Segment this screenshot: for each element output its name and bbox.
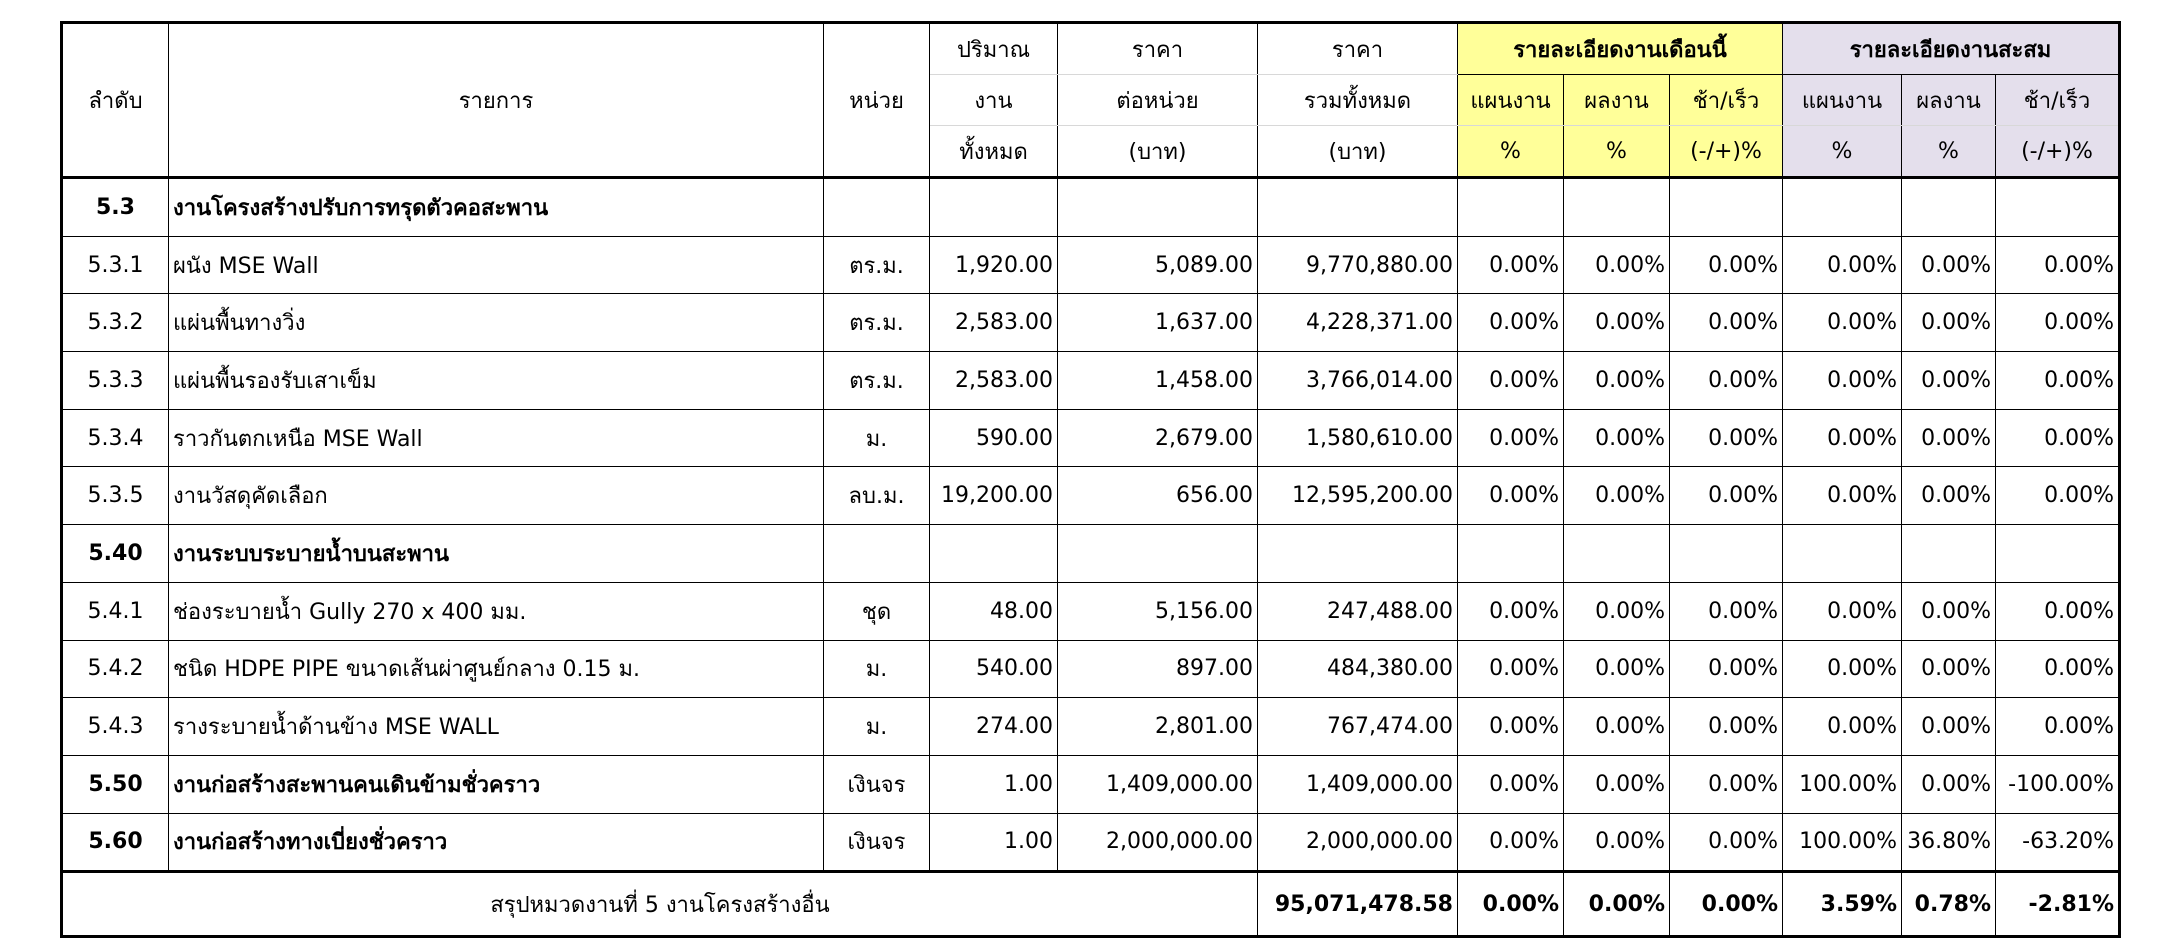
row-cum-diff: 0.00% xyxy=(1996,236,2120,294)
row-number: 5.4.2 xyxy=(62,640,169,698)
row-cum-plan: 100.00% xyxy=(1783,755,1902,813)
row-number: 5.3.1 xyxy=(62,236,169,294)
header-total-line2: รวมทั้งหมด xyxy=(1258,75,1458,126)
row-number: 5.3 xyxy=(62,178,169,237)
table-row xyxy=(62,467,2120,525)
header-unit-price-line3: (บาท) xyxy=(1058,126,1258,178)
row-month-result: 0.00% xyxy=(1564,698,1670,756)
row-total-price: 484,380.00 xyxy=(1258,640,1458,698)
row-unit: เงินจร xyxy=(824,755,930,813)
row-total-price: 12,595,200.00 xyxy=(1258,467,1458,525)
row-cum-diff: 0.00% xyxy=(1996,352,2120,410)
row-month-diff: 0.00% xyxy=(1670,582,1783,640)
row-number: 5.4.3 xyxy=(62,698,169,756)
row-month-plan: 0.00% xyxy=(1458,755,1564,813)
summary-cum-result: 0.78% xyxy=(1902,872,1996,937)
row-cum-result: 0.00% xyxy=(1902,294,1996,352)
row-cum-plan: 0.00% xyxy=(1783,294,1902,352)
row-cum-diff: 0.00% xyxy=(1996,294,2120,352)
header-description: รายการ xyxy=(169,23,824,178)
row-cum-result xyxy=(1902,178,1996,237)
table-header xyxy=(62,23,2120,178)
header-cum-result: ผลงาน xyxy=(1902,75,1996,126)
row-cum-plan: 0.00% xyxy=(1783,582,1902,640)
table-body xyxy=(62,178,2120,872)
summary-cum-diff: -2.81% xyxy=(1996,872,2120,937)
row-cum-diff: 0.00% xyxy=(1996,640,2120,698)
row-quantity: 2,583.00 xyxy=(930,352,1058,410)
row-total-price: 1,580,610.00 xyxy=(1258,409,1458,467)
row-cum-result: 0.00% xyxy=(1902,755,1996,813)
row-description: งานระบบระบายน้ำบนสะพาน xyxy=(169,525,824,583)
row-unit: เงินจร xyxy=(824,813,930,872)
row-month-result xyxy=(1564,525,1670,583)
row-quantity: 540.00 xyxy=(930,640,1058,698)
header-month-diff-unit: (-/+)% xyxy=(1670,126,1783,178)
header-total-line1: ราคา xyxy=(1258,23,1458,75)
summary-month-diff: 0.00% xyxy=(1670,872,1783,937)
row-total-price: 3,766,014.00 xyxy=(1258,352,1458,410)
row-cum-diff: 0.00% xyxy=(1996,582,2120,640)
row-number: 5.3.4 xyxy=(62,409,169,467)
row-total-price xyxy=(1258,525,1458,583)
row-quantity: 274.00 xyxy=(930,698,1058,756)
row-description: ช่องระบายน้ำ Gully 270 x 400 มม. xyxy=(169,582,824,640)
header-cum-diff: ช้า/เร็ว xyxy=(1996,75,2120,126)
header-qty-line3: ทั้งหมด xyxy=(930,126,1058,178)
row-unit: ม. xyxy=(824,640,930,698)
header-unit: หน่วย xyxy=(824,23,930,178)
header-total-line3: (บาท) xyxy=(1258,126,1458,178)
summary-total: 95,071,478.58 xyxy=(1258,872,1458,937)
row-cum-diff xyxy=(1996,178,2120,237)
row-number: 5.50 xyxy=(62,755,169,813)
row-month-diff: 0.00% xyxy=(1670,294,1783,352)
row-month-plan: 0.00% xyxy=(1458,698,1564,756)
table-row xyxy=(62,294,2120,352)
row-cum-diff xyxy=(1996,525,2120,583)
row-number: 5.3.5 xyxy=(62,467,169,525)
summary-label: สรุปหมวดงานที่ 5 งานโครงสร้างอื่น xyxy=(62,872,1258,937)
row-cum-diff: -63.20% xyxy=(1996,813,2120,872)
row-unit-price: 897.00 xyxy=(1058,640,1258,698)
row-unit-price xyxy=(1058,525,1258,583)
row-month-diff: 0.00% xyxy=(1670,813,1783,872)
row-description: ราวกันตกเหนือ MSE Wall xyxy=(169,409,824,467)
row-month-plan xyxy=(1458,178,1564,237)
row-cum-plan xyxy=(1783,525,1902,583)
row-total-price: 4,228,371.00 xyxy=(1258,294,1458,352)
row-cum-result: 0.00% xyxy=(1902,698,1996,756)
row-month-result xyxy=(1564,178,1670,237)
table-row xyxy=(62,236,2120,294)
row-month-result: 0.00% xyxy=(1564,236,1670,294)
header-cumulative-group: รายละเอียดงานสะสม xyxy=(1783,23,2120,75)
row-quantity: 1.00 xyxy=(930,755,1058,813)
row-cum-plan: 0.00% xyxy=(1783,409,1902,467)
row-description: งานก่อสร้างทางเบี่ยงชั่วคราว xyxy=(169,813,824,872)
section-row xyxy=(62,178,2120,237)
row-month-result: 0.00% xyxy=(1564,582,1670,640)
row-cum-result: 0.00% xyxy=(1902,236,1996,294)
row-month-plan: 0.00% xyxy=(1458,813,1564,872)
row-month-plan: 0.00% xyxy=(1458,294,1564,352)
row-cum-plan: 0.00% xyxy=(1783,236,1902,294)
table-row xyxy=(62,582,2120,640)
row-unit-price: 2,801.00 xyxy=(1058,698,1258,756)
progress-table xyxy=(60,21,2121,938)
row-month-diff: 0.00% xyxy=(1670,467,1783,525)
row-unit: ลบ.ม. xyxy=(824,467,930,525)
row-number: 5.40 xyxy=(62,525,169,583)
summary-month-result: 0.00% xyxy=(1564,872,1670,937)
row-month-plan: 0.00% xyxy=(1458,236,1564,294)
row-unit: ม. xyxy=(824,409,930,467)
row-unit-price: 2,000,000.00 xyxy=(1058,813,1258,872)
row-description: รางระบายน้ำด้านข้าง MSE WALL xyxy=(169,698,824,756)
summary-month-plan: 0.00% xyxy=(1458,872,1564,937)
row-unit-price: 1,458.00 xyxy=(1058,352,1258,410)
row-unit-price: 1,637.00 xyxy=(1058,294,1258,352)
row-unit: ตร.ม. xyxy=(824,236,930,294)
row-cum-result: 36.80% xyxy=(1902,813,1996,872)
row-description: ชนิด HDPE PIPE ขนาดเส้นผ่าศูนย์กลาง 0.15 ม. xyxy=(169,640,824,698)
header-month-result-unit: % xyxy=(1564,126,1670,178)
row-cum-plan: 0.00% xyxy=(1783,640,1902,698)
row-number: 5.3.3 xyxy=(62,352,169,410)
row-cum-result: 0.00% xyxy=(1902,352,1996,410)
row-quantity: 1,920.00 xyxy=(930,236,1058,294)
table-row xyxy=(62,698,2120,756)
row-month-result: 0.00% xyxy=(1564,294,1670,352)
row-month-plan: 0.00% xyxy=(1458,409,1564,467)
row-month-plan: 0.00% xyxy=(1458,640,1564,698)
row-cum-plan: 0.00% xyxy=(1783,352,1902,410)
header-month-plan-unit: % xyxy=(1458,126,1564,178)
header-qty-line2: งาน xyxy=(930,75,1058,126)
row-month-plan: 0.00% xyxy=(1458,352,1564,410)
header-cum-plan: แผนงาน xyxy=(1783,75,1902,126)
row-unit-price: 1,409,000.00 xyxy=(1058,755,1258,813)
row-cum-result: 0.00% xyxy=(1902,640,1996,698)
header-qty-line1: ปริมาณ xyxy=(930,23,1058,75)
row-month-result: 0.00% xyxy=(1564,352,1670,410)
row-total-price: 1,409,000.00 xyxy=(1258,755,1458,813)
row-month-diff: 0.00% xyxy=(1670,755,1783,813)
row-month-plan: 0.00% xyxy=(1458,582,1564,640)
row-quantity xyxy=(930,178,1058,237)
row-month-diff xyxy=(1670,525,1783,583)
row-total-price xyxy=(1258,178,1458,237)
row-description: งานวัสดุคัดเลือก xyxy=(169,467,824,525)
row-month-result: 0.00% xyxy=(1564,755,1670,813)
header-unit-price-line1: ราคา xyxy=(1058,23,1258,75)
header-no: ลำดับ xyxy=(62,23,169,178)
row-unit: ตร.ม. xyxy=(824,352,930,410)
row-cum-result: 0.00% xyxy=(1902,409,1996,467)
row-cum-diff: 0.00% xyxy=(1996,698,2120,756)
row-month-diff xyxy=(1670,178,1783,237)
header-month-diff: ช้า/เร็ว xyxy=(1670,75,1783,126)
row-cum-result: 0.00% xyxy=(1902,582,1996,640)
row-quantity: 48.00 xyxy=(930,582,1058,640)
row-month-result: 0.00% xyxy=(1564,467,1670,525)
row-description: งานโครงสร้างปรับการทรุดตัวคอสะพาน xyxy=(169,178,824,237)
row-month-result: 0.00% xyxy=(1564,409,1670,467)
row-month-result: 0.00% xyxy=(1564,813,1670,872)
row-unit: ตร.ม. xyxy=(824,294,930,352)
row-month-diff: 0.00% xyxy=(1670,352,1783,410)
row-quantity: 2,583.00 xyxy=(930,294,1058,352)
header-cum-result-unit: % xyxy=(1902,126,1996,178)
row-quantity: 19,200.00 xyxy=(930,467,1058,525)
row-cum-diff: 0.00% xyxy=(1996,409,2120,467)
summary-row xyxy=(62,872,2120,937)
row-total-price: 2,000,000.00 xyxy=(1258,813,1458,872)
header-cum-plan-unit: % xyxy=(1783,126,1902,178)
table-footer xyxy=(62,872,2120,937)
row-cum-plan: 100.00% xyxy=(1783,813,1902,872)
row-quantity: 1.00 xyxy=(930,813,1058,872)
table-row xyxy=(62,755,2120,813)
row-unit-price: 656.00 xyxy=(1058,467,1258,525)
header-month-plan: แผนงาน xyxy=(1458,75,1564,126)
row-cum-result xyxy=(1902,525,1996,583)
row-number: 5.4.1 xyxy=(62,582,169,640)
row-unit-price xyxy=(1058,178,1258,237)
row-unit: ชุด xyxy=(824,582,930,640)
header-month-group: รายละเอียดงานเดือนนี้ xyxy=(1458,23,1783,75)
row-cum-plan xyxy=(1783,178,1902,237)
row-month-diff: 0.00% xyxy=(1670,698,1783,756)
row-description: แผ่นพื้นรองรับเสาเข็ม xyxy=(169,352,824,410)
header-unit-price-line2: ต่อหน่วย xyxy=(1058,75,1258,126)
row-description: ผนัง MSE Wall xyxy=(169,236,824,294)
header-month-result: ผลงาน xyxy=(1564,75,1670,126)
table-row xyxy=(62,640,2120,698)
row-total-price: 9,770,880.00 xyxy=(1258,236,1458,294)
row-cum-result: 0.00% xyxy=(1902,467,1996,525)
row-unit xyxy=(824,525,930,583)
header-cum-diff-unit: (-/+)% xyxy=(1996,126,2120,178)
row-unit-price: 2,679.00 xyxy=(1058,409,1258,467)
row-month-diff: 0.00% xyxy=(1670,236,1783,294)
row-unit-price: 5,089.00 xyxy=(1058,236,1258,294)
row-month-result: 0.00% xyxy=(1564,640,1670,698)
row-unit-price: 5,156.00 xyxy=(1058,582,1258,640)
table-row xyxy=(62,352,2120,410)
section-row xyxy=(62,525,2120,583)
row-description: แผ่นพื้นทางวิ่ง xyxy=(169,294,824,352)
summary-cum-plan: 3.59% xyxy=(1783,872,1902,937)
row-quantity xyxy=(930,525,1058,583)
row-cum-plan: 0.00% xyxy=(1783,698,1902,756)
row-total-price: 247,488.00 xyxy=(1258,582,1458,640)
row-unit xyxy=(824,178,930,237)
table-row xyxy=(62,813,2120,872)
row-description: งานก่อสร้างสะพานคนเดินข้ามชั่วคราว xyxy=(169,755,824,813)
row-number: 5.60 xyxy=(62,813,169,872)
row-month-plan: 0.00% xyxy=(1458,467,1564,525)
row-cum-diff: -100.00% xyxy=(1996,755,2120,813)
row-month-diff: 0.00% xyxy=(1670,409,1783,467)
row-month-diff: 0.00% xyxy=(1670,640,1783,698)
row-total-price: 767,474.00 xyxy=(1258,698,1458,756)
table-row xyxy=(62,409,2120,467)
row-cum-plan: 0.00% xyxy=(1783,467,1902,525)
row-quantity: 590.00 xyxy=(930,409,1058,467)
row-cum-diff: 0.00% xyxy=(1996,467,2120,525)
row-number: 5.3.2 xyxy=(62,294,169,352)
row-month-plan xyxy=(1458,525,1564,583)
row-unit: ม. xyxy=(824,698,930,756)
